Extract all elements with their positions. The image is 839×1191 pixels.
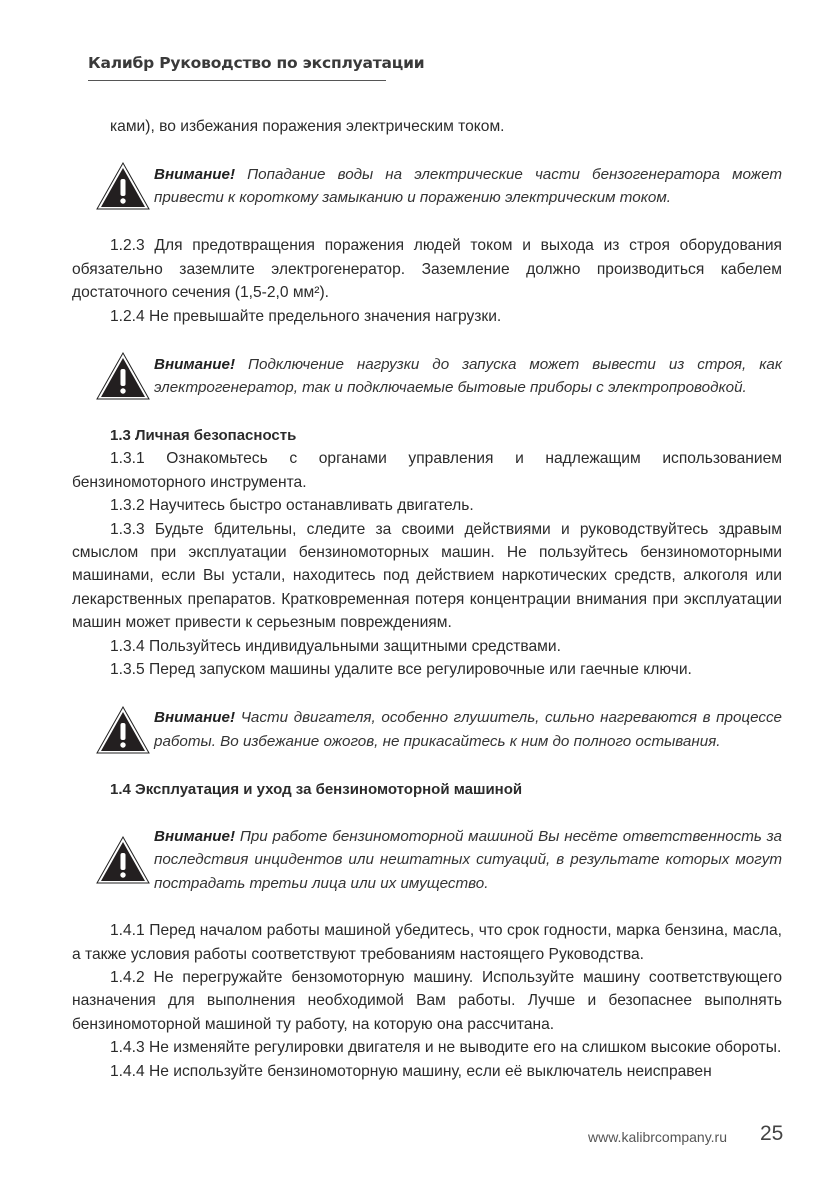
paragraph-1-3-2: 1.3.2 Научитесь быстро останавливать двигатель. <box>110 497 474 515</box>
warning-triangle-icon <box>96 352 150 400</box>
page-body <box>72 115 782 1083</box>
paragraph-1-3-3: 1.3.3 Будьте бдительны, следите за своими действиями и руководствуйтесь здравым смыслом при эксплуатации бензиномоторных машин. Не пользуйтесь бензиномоторными машинами, если Вы устали, находитесь под действием наркотических средств, алкоголя или лекарственных препаратов. Кратковременная потеря концентрации внимания при эксплуатации машин может привести к серьезным повреждениям. <box>72 520 782 632</box>
paragraph-1-4-4: 1.4.4 Не используйте бензиномоторную машину, если её выключатель неисправен <box>110 1062 712 1080</box>
paragraph-1-4-2: 1.4.2 Не перегружайте бензомоторную машину. Используйте машину соответствующего назначения для выполнения необходимой Вам работы. Лучше и безопаснее выполнять бензиномоторной машиной ту работу, на которую она рассчитана. <box>72 968 782 1033</box>
section-heading-1-3: 1.3 Личная безопасность <box>110 427 297 445</box>
warning-text: Попадание воды на электрические части бензогенератора может привести к короткому замыканию и поражению электрическим током. <box>154 166 782 207</box>
warning-text: При работе бензиномоторной машиной Вы несёте ответственность за последствия инцидентов или нештатных ситуаций, в результате которых могут пострадать третьи лица или их имущество. <box>154 827 782 892</box>
warning-label: Внимание! <box>154 827 236 845</box>
section-heading-1-4: 1.4 Эксплуатация и уход за бензиномоторной машиной <box>110 780 523 798</box>
warning-text: Части двигателя, особенно глушитель, сильно нагреваются в процессе работы. Во избежание ожогов, не прикасайтесь к ним до полного остывания. <box>154 709 782 750</box>
running-header-title: Калибр Руководство по эксплуатации <box>88 54 425 72</box>
warning-label: Внимание! <box>154 166 236 183</box>
warning-text: Подключение нагрузки до запуска может вывести из строя, как электрогенератор, так и подключаемые бытовые приборы с электропроводкой. <box>154 355 782 397</box>
paragraph-1-4-3: 1.4.3 Не изменяйте регулировки двигателя и не выводите его на слишком высокие обороты. <box>110 1039 782 1057</box>
paragraph-intro: ками), во избежания поражения электрическим током. <box>110 118 505 135</box>
paragraph-1-4-1: 1.4.1 Перед началом работы машиной убедитесь, что срок годности, марка бензина, масла, а также условия работы соответствуют требованиям настоящего Руководства. <box>72 922 782 963</box>
warning-callout-water <box>72 162 782 210</box>
paragraph-1-3-1: 1.3.1 Ознакомьтесь с органами управления и надлежащим использованием бензиномоторного инструмента. <box>72 450 782 491</box>
page-number: 25 <box>760 1122 784 1145</box>
warning-triangle-icon <box>96 836 150 884</box>
footer-website-link[interactable]: www.kalibrcompany.ru <box>588 1129 728 1145</box>
warning-callout-load <box>72 352 782 400</box>
warning-triangle-icon <box>96 162 150 210</box>
paragraph-1-2-3: 1.2.3 Для предотвращения поражения людей током и выхода из строя оборудования обязательно заземлите электрогенератор. Заземление должно производиться кабелем достаточного сечения (1,5-2,0 мм²). <box>72 237 782 302</box>
warning-callout-responsibility <box>72 825 782 895</box>
warning-callout-hot-parts <box>72 706 782 754</box>
header-rule <box>88 80 386 81</box>
paragraph-1-3-5: 1.3.5 Перед запуском машины удалите все регулировочные или гаечные ключи. <box>110 661 692 679</box>
paragraph-1-3-4: 1.3.4 Пользуйтесь индивидуальными защитными средствами. <box>110 637 561 655</box>
paragraph-1-2-4: 1.2.4 Не превышайте предельного значения нагрузки. <box>110 307 502 325</box>
warning-triangle-icon <box>96 706 150 754</box>
warning-label: Внимание! <box>154 355 236 373</box>
warning-label: Внимание! <box>154 709 236 727</box>
